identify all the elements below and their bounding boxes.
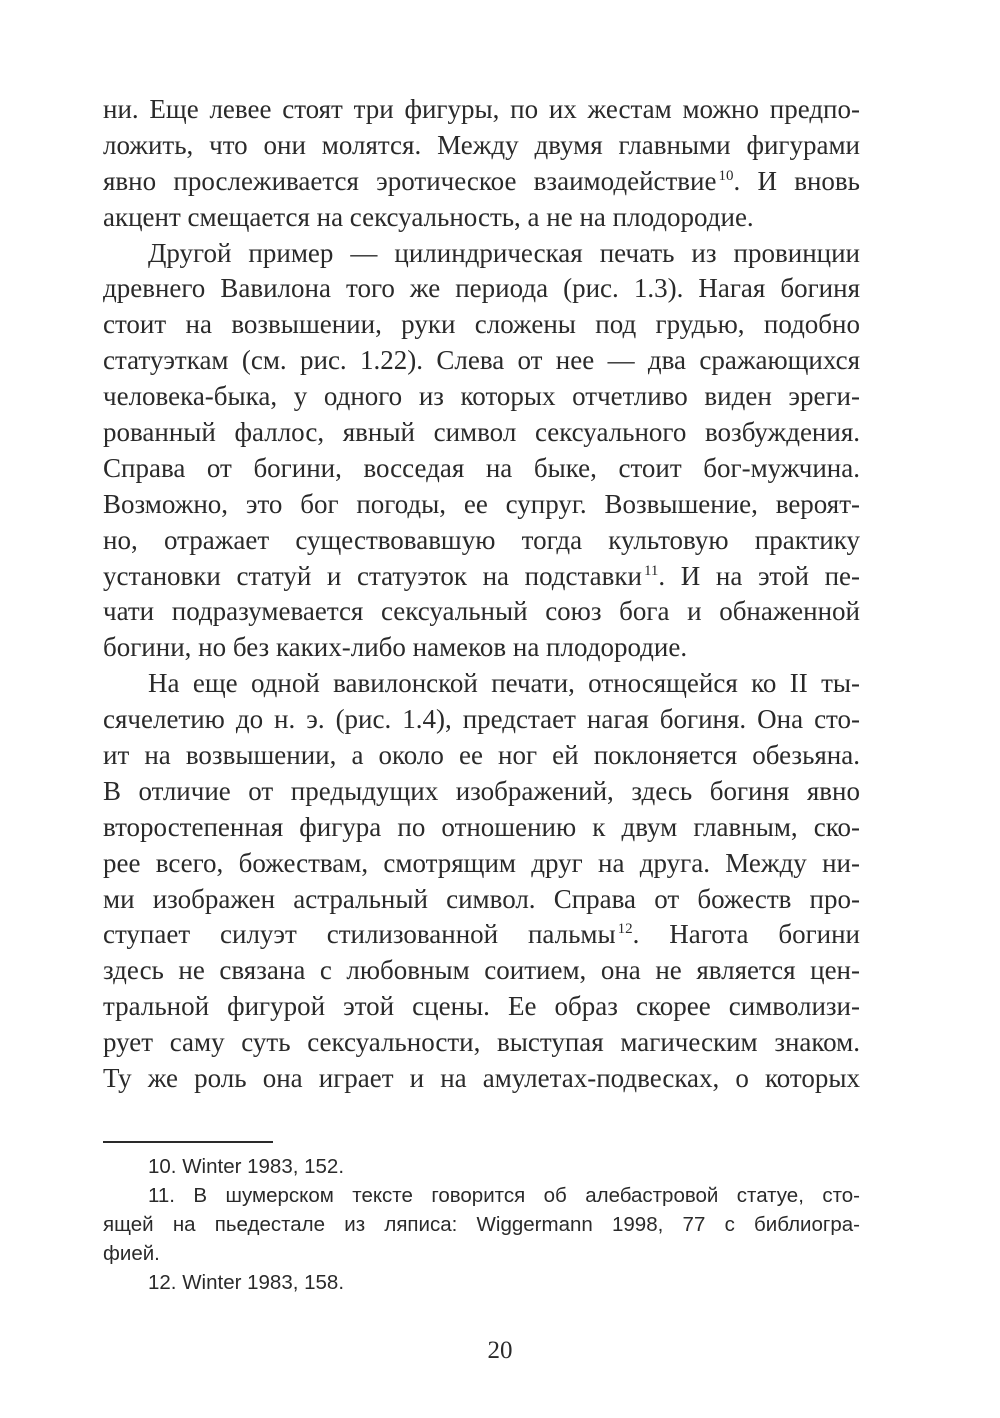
footnotes: [103, 1152, 860, 1297]
footnote-11-cont: фией.: [103, 1242, 160, 1265]
text-line: рует саму суть сексуальности, выступая магическим знаком.: [103, 1027, 860, 1058]
text-line: статуэткам (см. рис. 1.22). Слева от нее — два сражающихся: [103, 345, 860, 376]
text-line: древнего Вавилона того же периода (рис. 1.3). Нагая богиня: [103, 273, 860, 304]
footnote-11: 11. В шумерском тексте говорится об алебастровой статуе, сто-: [148, 1184, 860, 1207]
text-line: Ту же роль она играет и на амулетах-подвесках, о которых: [103, 1063, 860, 1094]
text-line: акцент смещается на сексуальность, а не на плодородие.: [103, 201, 754, 232]
page-number: 20: [487, 1337, 513, 1364]
text-segment: . И вновь: [733, 165, 860, 196]
text-segment: установки статуй и статуэток на подставки: [103, 560, 642, 591]
text-line: ни. Еще левее стоят три фигуры, по их жестам можно предпо-: [103, 94, 860, 124]
body-text: [103, 92, 860, 1097]
text-line: человека-быка, у одного из которых отчетливо виден эреги-: [103, 381, 860, 412]
text-line: Другой пример — цилиндрическая печать из провинции: [148, 237, 860, 268]
text-segment: ступает силуэт стилизованной пальмы: [103, 919, 616, 950]
footnote-ref-11[interactable]: 11: [643, 562, 659, 579]
text-line: На еще одной вавилонской печати, относящейся ко II ты-: [148, 668, 860, 699]
text-line: богини, но без каких-либо намеков на плодородие.: [103, 632, 688, 663]
text-line: рее всего, божествам, смотрящим друг на друга. Между ни-: [103, 847, 860, 878]
text-line: ложить, что они молятся. Между двумя главными фигурами: [103, 129, 860, 160]
text-line: рованный фаллос, явный символ сексуального возбуждения.: [103, 417, 860, 448]
footnote-ref-12[interactable]: 12: [617, 921, 633, 938]
text-line: сячелетию до н. э. (рис. 1.4), предстает нагая богиня. Она сто-: [103, 704, 860, 735]
text-segment: явно прослеживается эротическое взаимодействие: [103, 165, 717, 196]
text-line: [103, 164, 860, 200]
text-line: [103, 559, 860, 595]
footnote-10: 10. Winter 1983, 152.: [148, 1155, 345, 1178]
text-line: ит на возвышении, а около ее ног ей поклоняется обезьяна.: [103, 740, 860, 771]
text-line: тральной фигурой этой сцены. Ее образ скорее символизи-: [103, 991, 860, 1022]
text-segment: . И на этой пе-: [658, 560, 860, 591]
text-line: здесь не связана с любовным соитием, она не является цен-: [103, 955, 860, 986]
text-line: второстепенная фигура по отношению к двум главным, ско-: [103, 811, 860, 842]
text-segment: . Нагота богини: [632, 919, 860, 950]
footnote-ref-10[interactable]: 10: [718, 167, 734, 184]
text-line: ми изображен астральный символ. Справа от божеств про-: [103, 883, 860, 914]
text-line: чати подразумевается сексуальный союз бога и обнаженной: [103, 596, 860, 627]
text-line: Возможно, это бог погоды, ее супруг. Возвышение, вероят-: [103, 488, 860, 519]
text-line: [103, 917, 860, 953]
footnote-12: 12. Winter 1983, 158.: [148, 1271, 345, 1294]
footnote-divider: [103, 1141, 273, 1143]
text-line: стоит на возвышении, руки сложены под грудью, подобно: [103, 309, 860, 340]
footnote-11-cont: ящей на пьедестале из ляписа: Wiggermann 1998, 77 с библиогра-: [103, 1213, 860, 1236]
text-line: В отличие от предыдущих изображений, здесь богиня явно: [103, 775, 860, 806]
text-line: но, отражает существовавшую тогда культовую практику: [103, 524, 860, 555]
text-line: Справа от богини, восседая на быке, стоит бог-мужчина.: [103, 452, 860, 483]
